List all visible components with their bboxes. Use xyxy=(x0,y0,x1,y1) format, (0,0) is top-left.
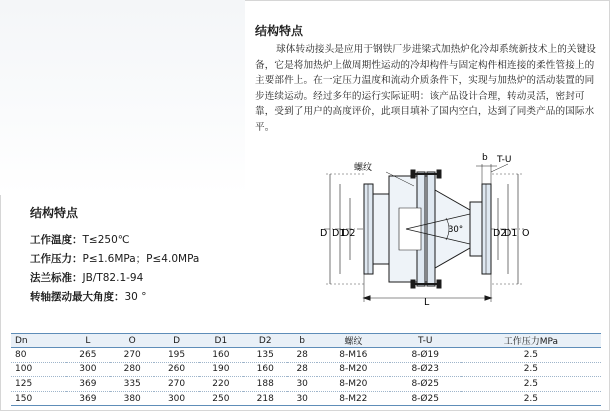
table-cell: 260 xyxy=(154,362,198,377)
table-row xyxy=(11,377,601,392)
table-cell: 8-M20 xyxy=(317,362,390,377)
table-cell: 250 xyxy=(199,391,243,406)
intro-description xyxy=(255,42,598,136)
table-cell: 218 xyxy=(243,391,287,406)
table-cell: 188 xyxy=(243,377,287,392)
spec-label: 转轴摆动最大角度： xyxy=(30,291,125,303)
dim-d2-right-label: D2 xyxy=(493,228,507,239)
spec-pressure xyxy=(30,251,270,266)
spec-max-swing-angle xyxy=(30,289,270,304)
table-cell: 2.5 xyxy=(461,377,601,392)
table-cell: 30 xyxy=(287,391,317,406)
table-cell: 8-M22 xyxy=(317,391,390,406)
table-cell: 195 xyxy=(154,348,198,363)
dim-tu-label: T-U xyxy=(497,155,512,165)
spec-temperature xyxy=(30,232,270,247)
angle-label: 30° xyxy=(448,225,464,235)
intro-title: 结构特点 xyxy=(255,24,304,38)
spec-label: 工作温度： xyxy=(30,234,83,246)
dim-d2-label: D2 xyxy=(342,228,356,239)
table-row xyxy=(11,348,601,363)
table-row xyxy=(11,362,601,377)
col-header-o: O xyxy=(110,334,154,348)
col-header-l: L xyxy=(66,334,110,348)
col-header-dn: Dn xyxy=(11,334,66,348)
spec-label: 工作压力： xyxy=(30,253,83,265)
dim-d1-right-label: D1 xyxy=(504,228,518,239)
intro-paragraph: 球体转动接头是应用于钢铁厂步进梁式加热炉化冷却系统新技术上的关键设备，它是将加热炉上做周期性运动的冷却构件与固定构件相连接的柔性管接上的主要部件上。在一定压力温度和流动介质条件下，实现与加热炉的活动装置的同步连续运动。经过多年的运行实际证明：该产品设计合理，转动灵活，密封可靠，受到了用户的高度评价，此项目填补了国内空白，达到了同类产品的国际水平。 xyxy=(255,44,597,133)
table-cell: 100 xyxy=(11,362,66,377)
table-cell: 150 xyxy=(11,391,66,406)
dim-d1-label: D1 xyxy=(332,228,346,239)
table-cell: 160 xyxy=(199,348,243,363)
specs-title: 结构特点 xyxy=(30,206,79,220)
table-cell: 8-Ø25 xyxy=(390,391,461,406)
col-header-d1: D1 xyxy=(199,334,243,348)
spec-value: JB/T82.1-94 xyxy=(82,272,144,284)
col-header-thread: 螺纹 xyxy=(317,334,390,348)
table-row xyxy=(11,391,601,406)
table-cell: 80 xyxy=(11,348,66,363)
dim-b-label: b xyxy=(482,153,488,163)
table-cell: 160 xyxy=(243,362,287,377)
table-cell: 220 xyxy=(199,377,243,392)
joint-technical-drawing xyxy=(296,150,551,308)
table-cell: 8-Ø23 xyxy=(390,362,461,377)
table-cell: 8-M20 xyxy=(317,377,390,392)
col-header-d: D xyxy=(154,334,198,348)
decorative-background xyxy=(0,0,245,195)
table-cell: 270 xyxy=(154,377,198,392)
table-cell: 2.5 xyxy=(461,362,601,377)
dimension-table xyxy=(11,333,601,406)
spec-flange-standard xyxy=(30,270,270,285)
table-cell: 125 xyxy=(11,377,66,392)
spec-value: 30 ° xyxy=(124,291,147,303)
table-cell: 30 xyxy=(287,377,317,392)
table-cell: 369 xyxy=(66,377,110,392)
table-cell: 270 xyxy=(110,348,154,363)
table-cell: 28 xyxy=(287,348,317,363)
table-cell: 300 xyxy=(154,391,198,406)
table-cell: 8-M16 xyxy=(317,348,390,363)
table-cell: 190 xyxy=(199,362,243,377)
spec-label: 法兰标准： xyxy=(30,272,83,284)
table-cell: 335 xyxy=(110,377,154,392)
table-cell: 2.5 xyxy=(461,391,601,406)
table-cell: 369 xyxy=(66,391,110,406)
spec-value: T≤250℃ xyxy=(82,234,130,246)
table-cell: 2.5 xyxy=(461,348,601,363)
col-header-b: b xyxy=(287,334,317,348)
spec-value: P≤1.6MPa；P≤4.0MPa xyxy=(82,253,200,265)
table-header-row xyxy=(11,334,601,348)
table-cell: 265 xyxy=(66,348,110,363)
col-header-d2: D2 xyxy=(243,334,287,348)
dim-o-label: O xyxy=(522,228,530,239)
thread-label: 螺纹 xyxy=(354,163,373,173)
dim-d-label: D xyxy=(320,228,328,239)
table-cell: 135 xyxy=(243,348,287,363)
table-cell: 380 xyxy=(110,391,154,406)
table-cell: 8-Ø19 xyxy=(390,348,461,363)
table-cell: 280 xyxy=(110,362,154,377)
dim-l-label: L xyxy=(424,297,430,308)
table-cell: 8-Ø25 xyxy=(390,377,461,392)
table-cell: 28 xyxy=(287,362,317,377)
col-header-pressure: 工作压力MPa xyxy=(461,334,601,348)
table-cell: 300 xyxy=(66,362,110,377)
col-header-tu: T-U xyxy=(390,334,461,348)
